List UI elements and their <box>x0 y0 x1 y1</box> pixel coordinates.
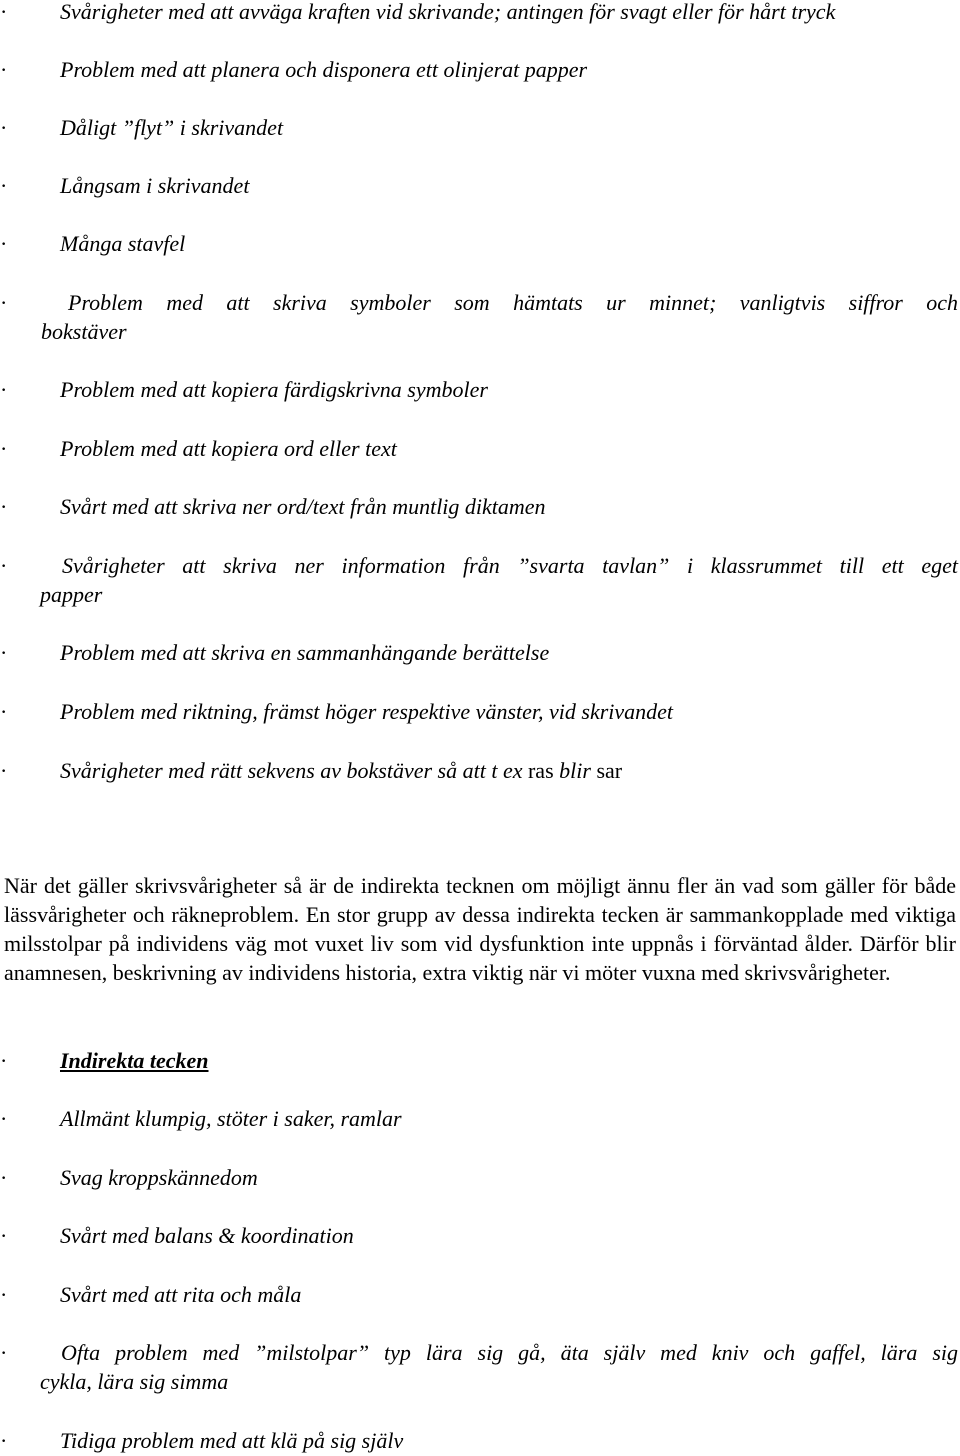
list-item <box>0 55 958 84</box>
list-item <box>0 1221 958 1250</box>
list-item-text-italic: Svårigheter med rätt sekvens av bokstäver så att t ex <box>60 758 523 783</box>
list-item-text: Allmänt klumpig, stöter i saker, ramlar <box>60 1106 402 1131</box>
list-item-text: Problem med att skriva symboler som hämtats ur minnet; vanligtvis siffror och <box>68 290 958 315</box>
list-item-text: Problem med att planera och disponera ett olinjerat papper <box>60 57 588 82</box>
bullet-dot: · <box>0 494 8 519</box>
bullet-dot: · <box>0 699 8 724</box>
bullet-dot: · <box>0 1223 8 1248</box>
list-item-text: Långsam i skrivandet <box>60 173 250 198</box>
section-heading <box>0 1046 958 1075</box>
heading-text: Indirekta tecken <box>60 1048 209 1073</box>
bullet-dot: · <box>0 115 8 140</box>
bullet-dot: · <box>0 436 8 461</box>
list-item <box>0 756 958 785</box>
list-item <box>0 1163 958 1192</box>
list-item <box>0 288 958 346</box>
list-item <box>0 697 958 726</box>
list-item-text: Många stavfel <box>60 231 186 256</box>
bullet-dot: · <box>0 1106 8 1131</box>
bullet-dot: · <box>0 1048 8 1073</box>
list-item-continuation: bokstäver <box>41 319 127 344</box>
list-item <box>0 375 958 404</box>
list-item-text-italic: blir <box>559 758 591 783</box>
list-item <box>0 1426 958 1455</box>
bullet-dot: · <box>0 377 8 402</box>
list-item-text: Svårt med balans & koordination <box>60 1223 354 1248</box>
list-item <box>0 171 958 200</box>
bullet-dot: · <box>0 1282 8 1307</box>
list-item-continuation: cykla, lära sig simma <box>40 1369 229 1394</box>
bullet-dot: · <box>0 231 8 256</box>
list-item <box>0 492 958 521</box>
list-item <box>0 229 958 258</box>
bullet-dot: · <box>0 640 8 665</box>
bullet-dot: · <box>0 758 8 783</box>
list-item-text: Ofta problem med ”milstolpar” typ lära sig gå, äta själv med kniv och gaffel, lära sig <box>61 1340 958 1365</box>
list-item-text: Svag kroppskännedom <box>60 1165 258 1190</box>
list-item-text-upright: ras <box>527 758 554 783</box>
bullet-dot: · <box>0 1428 8 1453</box>
list-item-text: Svårigheter att skriva ner information från ”svarta tavlan” i klassrummet till ett eget <box>62 553 958 578</box>
list-item-continuation: papper <box>40 582 103 607</box>
list-item-text: Svårt med att rita och måla <box>60 1282 302 1307</box>
bullet-dot: · <box>0 1340 8 1365</box>
list-item <box>0 638 958 667</box>
bullet-dot: · <box>0 0 8 24</box>
list-item-text: Dåligt ”flyt” i skrivandet <box>60 115 284 140</box>
list-item-text: Problem med att kopiera färdigskrivna symboler <box>60 377 488 402</box>
bullet-dot: · <box>0 290 8 315</box>
body-paragraph: När det gäller skrivsvårigheter så är de indirekta tecknen om möjligt ännu fler än vad som gäller för både lässvårigheter och räkneproblem. En stor grupp av dessa indirekta tecken är sammankopplade med viktiga milsstolpar på individens väg mot vuxet liv som vid dysfunktion inte uppnås i förväntad ålder. Därför blir anamnesen, beskrivning av individens historia, extra viktig när vi möter vuxna med skrivsvårigheter. <box>4 873 956 985</box>
list-item <box>0 1280 958 1309</box>
list-item-text: Svårigheter med att avväga kraften vid skrivande; antingen för svagt eller för hårt tryck <box>60 0 836 24</box>
bullet-dot: · <box>0 173 8 198</box>
list-item <box>0 434 958 463</box>
list-item <box>0 1338 958 1396</box>
bullet-dot: · <box>0 553 8 578</box>
list-item <box>0 0 958 26</box>
list-item <box>0 1104 958 1133</box>
list-item-text: Tidiga problem med att klä på sig själv <box>60 1428 404 1453</box>
list-item-text: Problem med att skriva en sammanhängande berättelse <box>60 640 550 665</box>
list-item-text <box>60 756 958 785</box>
list-item-text: Problem med riktning, främst höger respektive vänster, vid skrivandet <box>60 699 674 724</box>
list-item-text-upright: sar <box>596 758 623 783</box>
bullet-dot: · <box>0 57 8 82</box>
list-item <box>0 113 958 142</box>
list-item <box>0 551 958 609</box>
list-item-text: Problem med att kopiera ord eller text <box>60 436 397 461</box>
bullet-dot: · <box>0 1165 8 1190</box>
list-item-text: Svårt med att skriva ner ord/text från muntlig diktamen <box>60 494 546 519</box>
